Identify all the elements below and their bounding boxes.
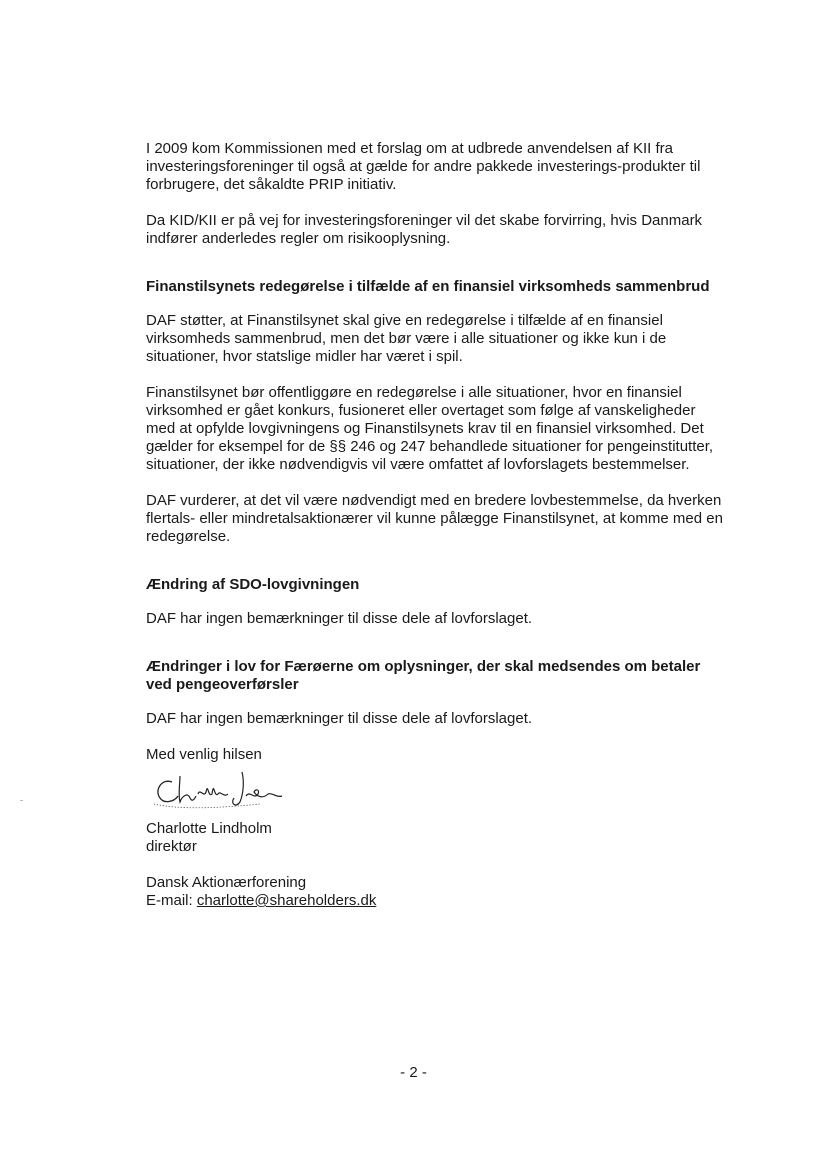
- signer-title: direktør: [146, 838, 197, 855]
- section-faeroerne: [146, 658, 726, 728]
- section-paragraph: DAF har ingen bemærkninger til disse dele af lovforslaget.: [146, 710, 533, 727]
- section-heading: Ændring af SDO-lovgivningen: [146, 576, 360, 593]
- organization: Dansk Aktionærforening: [146, 874, 307, 891]
- section-sdo: [146, 576, 726, 628]
- closing-block: [146, 746, 726, 910]
- intro-paragraph-1: I 2009 kom Kommissionen med et forslag om at udbrede anvendelsen af KII fra investeringsforeninger til også at gælde for andre pakkede investerings-produkter til forbrugere, det såkaldte PRIP initiativ.: [146, 140, 701, 193]
- letter-body: [146, 140, 726, 910]
- section-heading: Ændringer i lov for Færøerne om oplysninger, der skal medsendes om betaler ved pengeoverførsler: [146, 658, 701, 693]
- section-paragraph: Finanstilsynet bør offentliggøre en redegørelse i alle situationer, hvor en finansiel virksomhed er gået konkurs, fusioneret eller overtaget som følge af vanskeligheder med at opfylde lovgivningens og Finanstilsynets krav til en finansiel virksomhed. Det gælder for eksempel for de §§ 246 og 247 behandlede situationer for pengeinstitutter, situationer, der ikke nødvendigvis vil være omfattet af lovforslagets bestemmelser.: [146, 384, 714, 473]
- handwritten-signature-icon: [150, 768, 290, 814]
- page-number: - 2 -: [400, 1064, 427, 1081]
- scan-mark: [20, 800, 23, 801]
- email-line: [146, 892, 726, 910]
- section-finanstilsynet: [146, 278, 726, 546]
- signer-name: Charlotte Lindholm: [146, 820, 272, 837]
- email-label: E-mail:: [146, 892, 197, 909]
- intro-paragraph-2: Da KID/KII er på vej for investeringsforeninger vil det skabe forvirring, hvis Danmark indfører anderledes regler om risikooplysning.: [146, 212, 703, 247]
- email-link[interactable]: charlotte@shareholders.dk: [196, 892, 377, 909]
- section-paragraph: DAF støtter, at Finanstilsynet skal give en redegørelse i tilfælde af en finansiel virksomheds sammenbrud, men det bør være i alle situationer og ikke kun i de situationer, hvor statslige midler har været i spil.: [146, 312, 667, 365]
- section-paragraph: DAF vurderer, at det vil være nødvendigt med en bredere lovbestemmelse, da hverken flertals- eller mindretalsaktionærer vil kunne pålægge Finanstilsynet, at komme med en redegørelse.: [146, 492, 723, 545]
- section-paragraph: DAF har ingen bemærkninger til disse dele af lovforslaget.: [146, 610, 533, 627]
- greeting: Med venlig hilsen: [146, 746, 262, 763]
- signature: [146, 768, 726, 816]
- section-heading: Finanstilsynets redegørelse i tilfælde af en finansiel virksomheds sammenbrud: [146, 278, 710, 295]
